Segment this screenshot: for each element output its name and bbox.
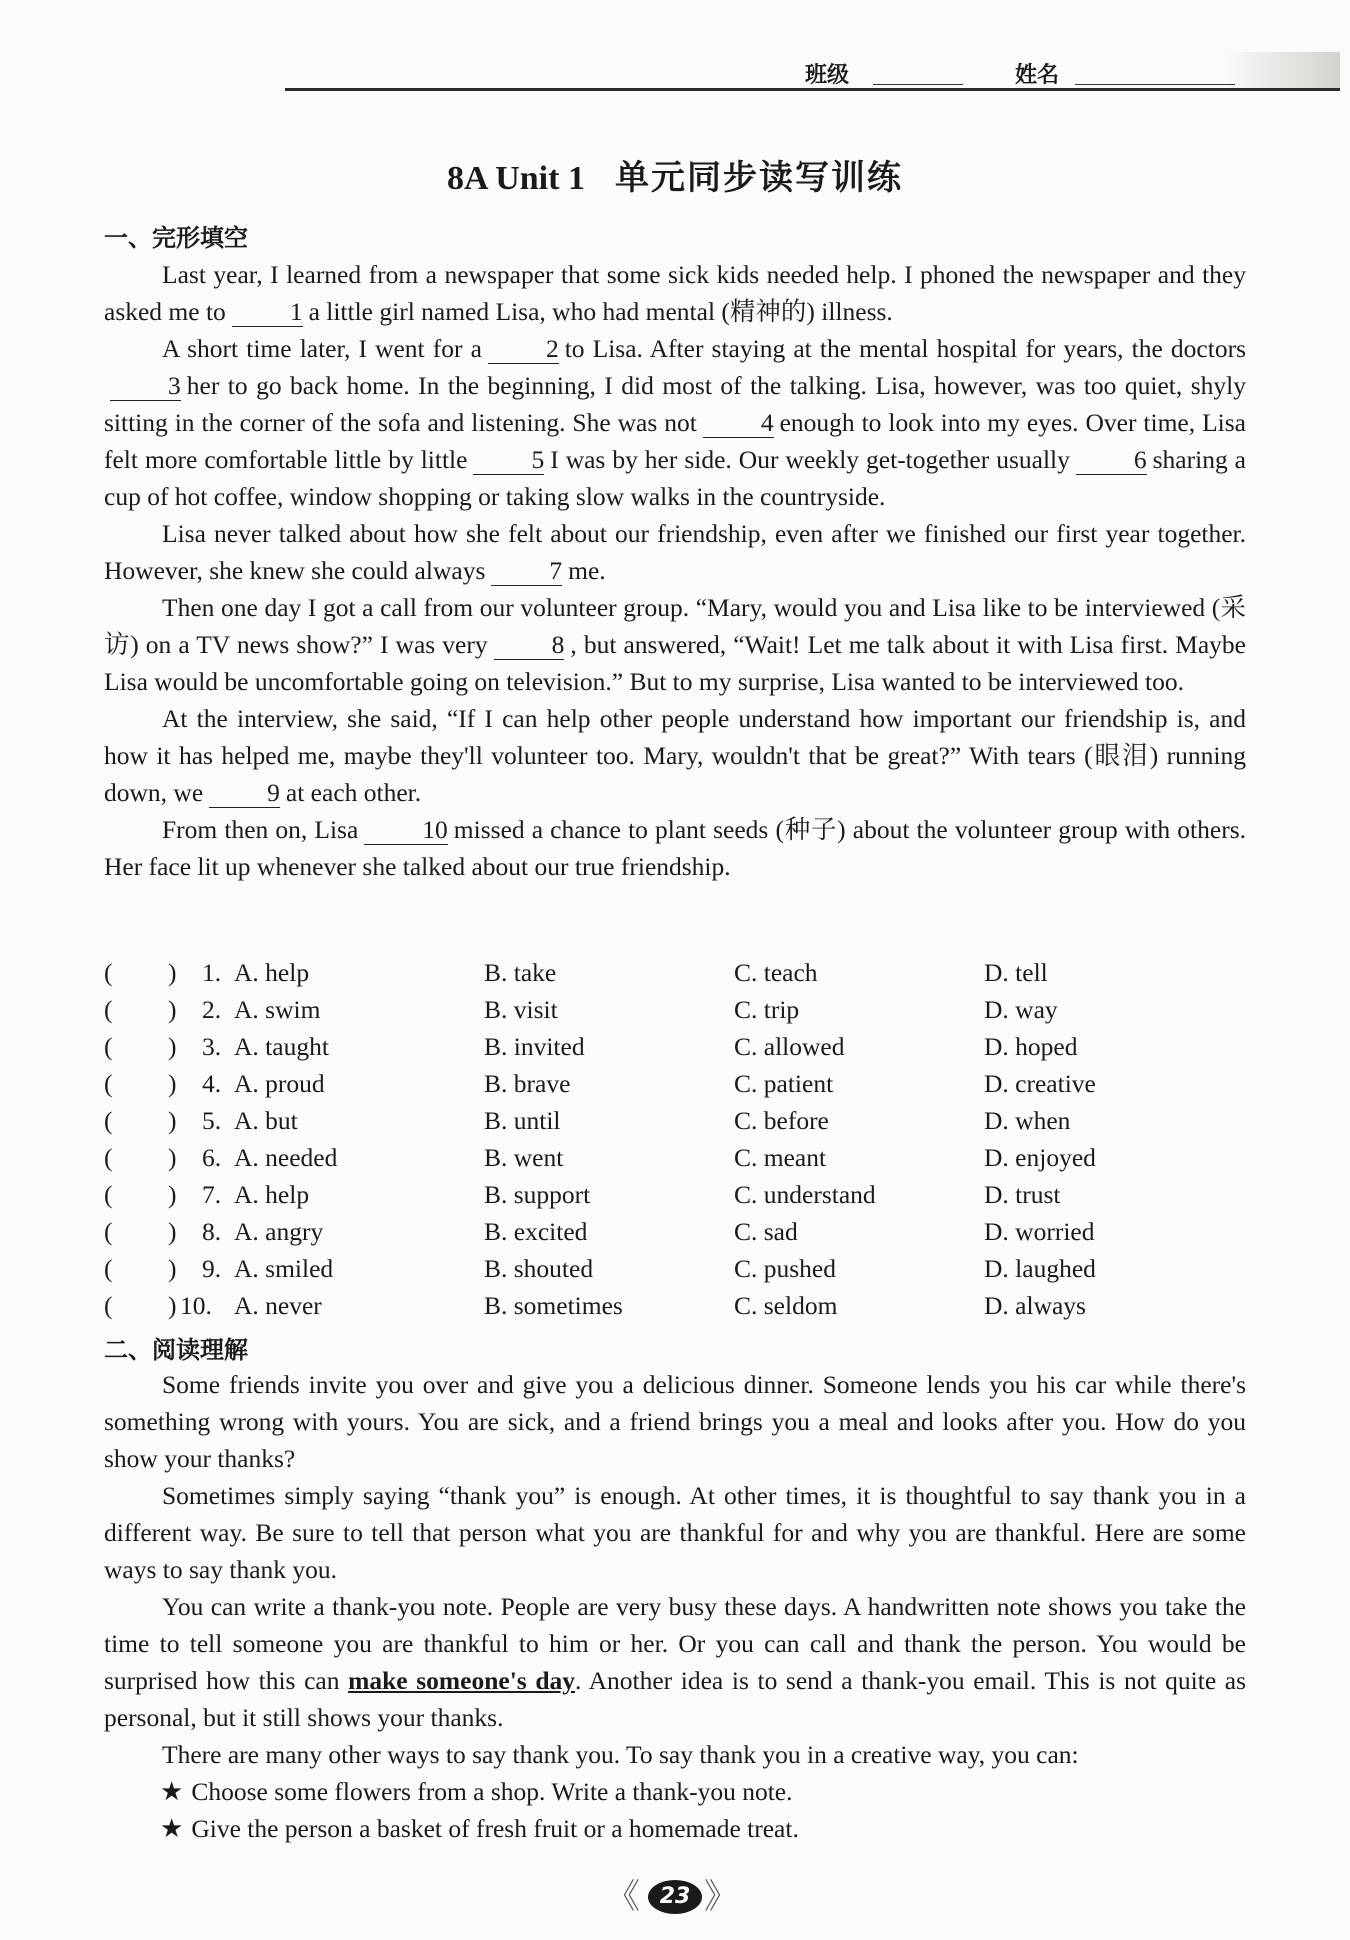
option-a[interactable]: A. smiled: [234, 1254, 334, 1283]
option-d[interactable]: D. hoped: [984, 1032, 1078, 1061]
header-bar: [285, 52, 1340, 91]
option-b[interactable]: B. visit: [484, 995, 558, 1024]
option-b[interactable]: B. went: [484, 1143, 564, 1172]
answer-paren[interactable]: (: [104, 1143, 113, 1172]
option-c[interactable]: C. allowed: [734, 1032, 845, 1061]
reading-passage: [104, 1366, 1246, 1847]
option-d[interactable]: D. laughed: [984, 1254, 1096, 1283]
option-a[interactable]: A. taught: [234, 1032, 329, 1061]
cloze-paragraph-2: A short time later, I went for a 2 to Lisa. After staying at the mental hospital for years, the doctors3 her to go back home. In the beginning, I did most of the talking. Lisa, however, was too quiet, shyly sitting in the corner of the sofa and listening. She was not 4 enough to look into my eyes. Over time, Lisa felt more comfortable little by little 5 I was by her side. Our weekly get-together usually 6 sharing a cup of hot coffee, window shopping or taking slow walks in the countryside.: [104, 334, 1246, 511]
cloze-paragraph-5: At the interview, she said, “If I can help other people understand how important our friendship is, and how it has helped me, maybe they'll volunteer too. Mary, wouldn't that be great?” With tears (眼泪) running down, we 9 at each other.: [104, 704, 1246, 807]
header-shade: [1220, 52, 1340, 88]
cloze-paragraph-6: From then on, Lisa 10 missed a chance to plant seeds (种子) about the volunteer group with others. Her face lit up whenever she talked about our true friendship.: [104, 815, 1246, 881]
option-c[interactable]: C. understand: [734, 1180, 876, 1209]
answer-paren[interactable]: (: [104, 1032, 113, 1061]
question-row: ( ) 5. A. but B. until C. before D. when: [104, 1106, 1071, 1135]
option-a[interactable]: A. never: [234, 1291, 322, 1320]
reading-paragraph-4: There are many other ways to say thank you. To say thank you in a creative way, you can:: [162, 1740, 1079, 1769]
answer-paren[interactable]: (: [104, 1254, 113, 1283]
option-d[interactable]: D. worried: [984, 1217, 1095, 1246]
option-b[interactable]: B. until: [484, 1106, 561, 1135]
question-row: ( ) 3. A. taught B. invited C. allowed D. hoped: [104, 1032, 1078, 1061]
option-b[interactable]: B. support: [484, 1180, 591, 1209]
question-row: ( ) 8. A. angry B. excited C. sad D. worried: [104, 1217, 1095, 1246]
bullet-item: ★ Choose some flowers from a shop. Write a thank-you note.: [160, 1777, 793, 1806]
page-title: [0, 150, 1350, 199]
page-number-badge: [606, 1876, 738, 1920]
option-a[interactable]: A. swim: [234, 995, 321, 1024]
question-row: ( ) 10. A. never B. sometimes C. seldom D. always: [104, 1291, 1086, 1320]
question-row: ( ) 7. A. help B. support C. understand D. trust: [104, 1180, 1061, 1209]
question-row: ( ) 9. A. smiled B. shouted C. pushed D. laughed: [104, 1254, 1096, 1283]
option-b[interactable]: B. excited: [484, 1217, 588, 1246]
blank-8: 8: [494, 631, 565, 660]
option-d[interactable]: D. trust: [984, 1180, 1061, 1209]
page-number: 23: [648, 1880, 702, 1914]
underlined-phrase: make someone's day: [348, 1666, 576, 1695]
name-label: 姓名: [1015, 63, 1060, 88]
answer-paren[interactable]: (: [104, 1291, 113, 1320]
option-c[interactable]: C. patient: [734, 1069, 834, 1098]
option-b[interactable]: B. take: [484, 958, 557, 987]
question-row: ( ) 6. A. needed B. went C. meant D. enjoyed: [104, 1143, 1096, 1172]
cloze-paragraph-3: Lisa never talked about how she felt about our friendship, even after we finished our first year together. However, she knew she could always 7 me.: [104, 519, 1246, 585]
option-c[interactable]: C. pushed: [734, 1254, 836, 1283]
cloze-passage: [104, 256, 1246, 885]
blank-1: 1: [232, 298, 303, 327]
option-c[interactable]: C. meant: [734, 1143, 827, 1172]
question-row: ( ) 4. A. proud B. brave C. patient D. creative: [104, 1069, 1096, 1098]
option-b[interactable]: B. invited: [484, 1032, 585, 1061]
reading-paragraph-2: Sometimes simply saying “thank you” is enough. At other times, it is thoughtful to say thank you in a different way. Be sure to tell that person what you are thankful for and why you are thankful. Here are some ways to say thank you.: [104, 1481, 1246, 1584]
blank-3: 3: [110, 372, 181, 401]
name-blank[interactable]: [1075, 84, 1235, 85]
option-c[interactable]: C. teach: [734, 958, 818, 987]
page-footer: [0, 1876, 1350, 1925]
option-c[interactable]: C. before: [734, 1106, 829, 1135]
reading-paragraph-1: Some friends invite you over and give you a delicious dinner. Someone lends you his car while there's something wrong with yours. You are sick, and a friend brings you a meal and looks after you. How do you show your thanks?: [104, 1370, 1246, 1473]
left-chevron-icon: 《: [606, 1877, 640, 1917]
answer-paren[interactable]: (: [104, 1180, 113, 1209]
class-blank[interactable]: [873, 84, 963, 85]
option-d[interactable]: D. way: [984, 995, 1058, 1024]
blank-7: 7: [491, 557, 562, 586]
question-row: ( ) 1. A. help B. take C. teach D. tell: [104, 958, 1048, 987]
star-icon: ★: [160, 1777, 184, 1806]
answer-paren[interactable]: (: [104, 1069, 113, 1098]
option-a[interactable]: A. needed: [234, 1143, 338, 1172]
blank-6: 6: [1076, 446, 1147, 475]
blank-4: 4: [703, 409, 774, 438]
option-d[interactable]: D. always: [984, 1291, 1086, 1320]
option-a[interactable]: A. proud: [234, 1069, 325, 1098]
option-d[interactable]: D. enjoyed: [984, 1143, 1096, 1172]
option-a[interactable]: A. but: [234, 1106, 298, 1135]
cloze-paragraph-4: Then one day I got a call from our volunteer group. “Mary, would you and Lisa like to be interviewed (采访) on a TV news show?” I was very 8 , but answered, “Wait! Let me talk about it with Lisa first. Maybe Lisa would be uncomfortable going on television.” But to my surprise, Lisa wanted to be interviewed too.: [104, 593, 1246, 696]
reading-paragraph-3: You can write a thank-you note. People are very busy these days. A handwritten note shows you take the time to tell someone you are thankful to him or her. Or you can call and thank the person. You would be surprised how this can make someone's day. Another idea is to send a thank-you email. This is not quite as personal, but it still shows your thanks.: [104, 1592, 1247, 1732]
option-d[interactable]: D. creative: [984, 1069, 1096, 1098]
title-subtitle: 单元同步读写训练: [614, 158, 903, 198]
section2-heading: 二、阅读理解: [104, 1336, 248, 1364]
option-a[interactable]: A. help: [234, 958, 310, 987]
answer-paren[interactable]: (: [104, 1217, 113, 1246]
option-c[interactable]: C. sad: [734, 1217, 798, 1246]
right-chevron-icon: 》: [704, 1877, 738, 1917]
option-b[interactable]: B. sometimes: [484, 1291, 623, 1320]
option-b[interactable]: B. shouted: [484, 1254, 594, 1283]
answer-paren[interactable]: (: [104, 958, 113, 987]
class-label: 班级: [805, 63, 850, 88]
blank-2: 2: [488, 335, 559, 364]
section1-heading: 一、完形填空: [104, 224, 248, 252]
option-a[interactable]: A. help: [234, 1180, 310, 1209]
option-b[interactable]: B. brave: [484, 1069, 571, 1098]
blank-10: 10: [364, 816, 448, 845]
answer-paren[interactable]: (: [104, 995, 113, 1024]
star-icon: ★: [160, 1814, 184, 1843]
answer-paren[interactable]: (: [104, 1106, 113, 1135]
cloze-paragraph-1: Last year, I learned from a newspaper that some sick kids needed help. I phoned the newspaper and they asked me to 1 a little girl named Lisa, who had mental (精神的) illness.: [104, 260, 1246, 326]
option-c[interactable]: C. seldom: [734, 1291, 838, 1320]
option-d[interactable]: D. when: [984, 1106, 1071, 1135]
question-row: ( ) 2. A. swim B. visit C. trip D. way: [104, 995, 1058, 1024]
blank-5: 5: [473, 446, 544, 475]
title-unit: 8A Unit 1: [447, 160, 585, 197]
bullet-item: ★ Give the person a basket of fresh fruit or a homemade treat.: [160, 1814, 799, 1843]
option-d[interactable]: D. tell: [984, 958, 1048, 987]
blank-9: 9: [209, 779, 280, 808]
option-a[interactable]: A. angry: [234, 1217, 324, 1246]
option-c[interactable]: C. trip: [734, 995, 800, 1024]
answer-options: [104, 958, 1254, 1328]
